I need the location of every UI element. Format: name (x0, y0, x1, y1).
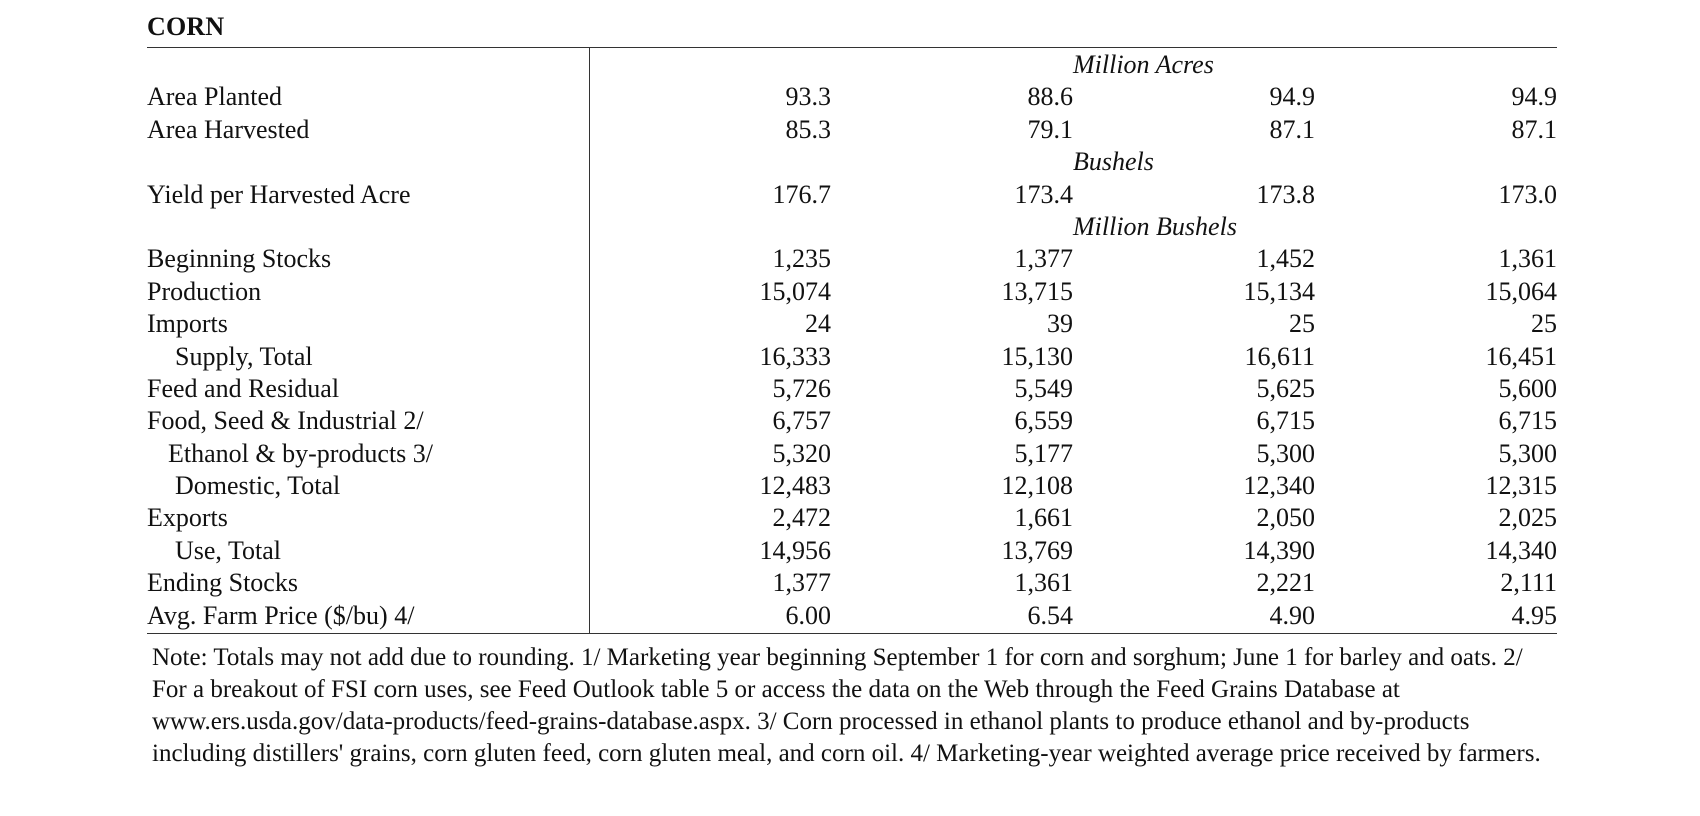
row-label: Supply, Total (175, 341, 313, 371)
bottom-rule (147, 633, 1557, 634)
cell-value: 4.95 (1511, 600, 1557, 630)
cell-value: 173.0 (1498, 179, 1557, 209)
unit-header-row (0, 211, 1700, 243)
cell-value: 6,559 (1014, 406, 1073, 436)
cell-value: 4.90 (1269, 600, 1315, 630)
row-label: Ethanol & by-products 3/ (168, 438, 434, 468)
cell-value: 25 (1289, 309, 1315, 339)
unit-header-row (0, 146, 1700, 178)
row-label: Yield per Harvested Acre (147, 179, 411, 209)
row-label: Area Harvested (147, 114, 310, 144)
cell-value: 5,300 (1498, 438, 1557, 468)
cell-value: 1,377 (1014, 244, 1073, 274)
cell-value: 12,483 (759, 471, 831, 501)
cell-value: 39 (1047, 309, 1073, 339)
cell-value: 2,050 (1256, 503, 1315, 533)
table-row (0, 535, 1700, 567)
cell-value: 1,235 (772, 244, 831, 274)
row-label: Use, Total (175, 535, 282, 565)
cell-value: 6,715 (1256, 406, 1315, 436)
cell-value: 5,600 (1498, 373, 1557, 403)
table-row (0, 341, 1700, 373)
cell-value: 94.9 (1269, 82, 1315, 112)
cell-value: 13,715 (1001, 276, 1073, 306)
table-row (0, 438, 1700, 470)
table-row (0, 243, 1700, 275)
cell-value: 88.6 (1027, 82, 1073, 112)
cell-value: 12,340 (1243, 471, 1315, 501)
cell-value: 15,130 (1001, 341, 1073, 371)
row-label: Area Planted (147, 82, 283, 112)
row-label: Feed and Residual (147, 373, 340, 403)
cell-value: 1,452 (1256, 244, 1315, 274)
table-row (0, 502, 1700, 534)
cell-value: 6.00 (785, 600, 831, 630)
cell-value: 79.1 (1027, 114, 1073, 144)
unit-label: Million Acres (1073, 50, 1214, 79)
table-title: CORN (147, 12, 225, 41)
cell-value: 5,726 (772, 373, 831, 403)
cell-value: 2,111 (1500, 568, 1557, 598)
cell-value: 176.7 (772, 179, 831, 209)
cell-value: 87.1 (1511, 114, 1557, 144)
cell-value: 173.4 (1014, 179, 1073, 209)
table-row (0, 114, 1700, 146)
cell-value: 5,625 (1256, 373, 1315, 403)
table-row (0, 308, 1700, 340)
cell-value: 14,340 (1485, 535, 1557, 565)
table-row (0, 567, 1700, 599)
row-label: Ending Stocks (147, 568, 298, 598)
cell-value: 14,956 (759, 535, 831, 565)
cell-value: 6,757 (772, 406, 831, 436)
cell-value: 94.9 (1511, 82, 1557, 112)
cell-value: 5,320 (772, 438, 831, 468)
cell-value: 16,611 (1244, 341, 1315, 371)
cell-value: 1,377 (772, 568, 831, 598)
row-label: Beginning Stocks (147, 244, 332, 274)
cell-value: 13,769 (1001, 535, 1073, 565)
cell-value: 5,177 (1014, 438, 1073, 468)
row-label: Domestic, Total (175, 471, 341, 501)
cell-value: 6,715 (1498, 406, 1557, 436)
cell-value: 6.54 (1027, 600, 1073, 630)
row-label: Exports (147, 503, 228, 533)
cell-value: 16,333 (759, 341, 831, 371)
table-row (0, 81, 1700, 113)
table-row (0, 600, 1700, 632)
cell-value: 15,134 (1243, 276, 1315, 306)
cell-value: 2,025 (1498, 503, 1557, 533)
cell-value: 2,472 (772, 503, 831, 533)
cell-value: 173.8 (1256, 179, 1315, 209)
table-body (0, 49, 1700, 632)
cell-value: 15,064 (1485, 276, 1557, 306)
cell-value: 1,361 (1014, 568, 1073, 598)
top-rule (147, 47, 1557, 48)
cell-value: 87.1 (1269, 114, 1315, 144)
cell-value: 25 (1531, 309, 1557, 339)
table-row (0, 405, 1700, 437)
row-label: Food, Seed & Industrial 2/ (147, 406, 424, 436)
cell-value: 14,390 (1243, 535, 1315, 565)
cell-value: 12,315 (1485, 471, 1557, 501)
row-label: Avg. Farm Price ($/bu) 4/ (147, 600, 415, 630)
cell-value: 12,108 (1001, 471, 1073, 501)
table-footnote: Note: Totals may not add due to rounding. 1/ Marketing year beginning September 1 for corn and sorghum; June 1 for barley and oats. 2/ For a breakout of FSI corn uses, see Feed Outlook table 5 or access the data on the Web through the Feed Grains Database at www.ers.usda.gov/data-products/feed-grains-database.aspx. 3/ Corn processed in ethanol plants to produce ethanol and by-products including distillers' grains, corn gluten feed, corn gluten meal, and corn oil. 4/ Marketing-year weighted average price received by farmers. (152, 644, 1541, 767)
cell-value: 2,221 (1256, 568, 1315, 598)
cell-value: 15,074 (759, 276, 831, 306)
unit-header-row (0, 49, 1700, 81)
cell-value: 1,361 (1498, 244, 1557, 274)
cell-value: 24 (805, 309, 831, 339)
cell-value: 5,300 (1256, 438, 1315, 468)
cell-value: 16,451 (1485, 341, 1557, 371)
cell-value: 1,661 (1014, 503, 1073, 533)
row-label: Imports (147, 309, 228, 339)
unit-label: Bushels (1073, 147, 1154, 177)
table-row (0, 373, 1700, 405)
cell-value: 5,549 (1014, 373, 1073, 403)
cell-value: 93.3 (785, 82, 831, 112)
cell-value: 85.3 (785, 114, 831, 144)
table-row (0, 179, 1700, 211)
row-label: Production (147, 276, 262, 306)
table-row (0, 276, 1700, 308)
table-row (0, 470, 1700, 502)
unit-label: Million Bushels (1073, 211, 1237, 241)
